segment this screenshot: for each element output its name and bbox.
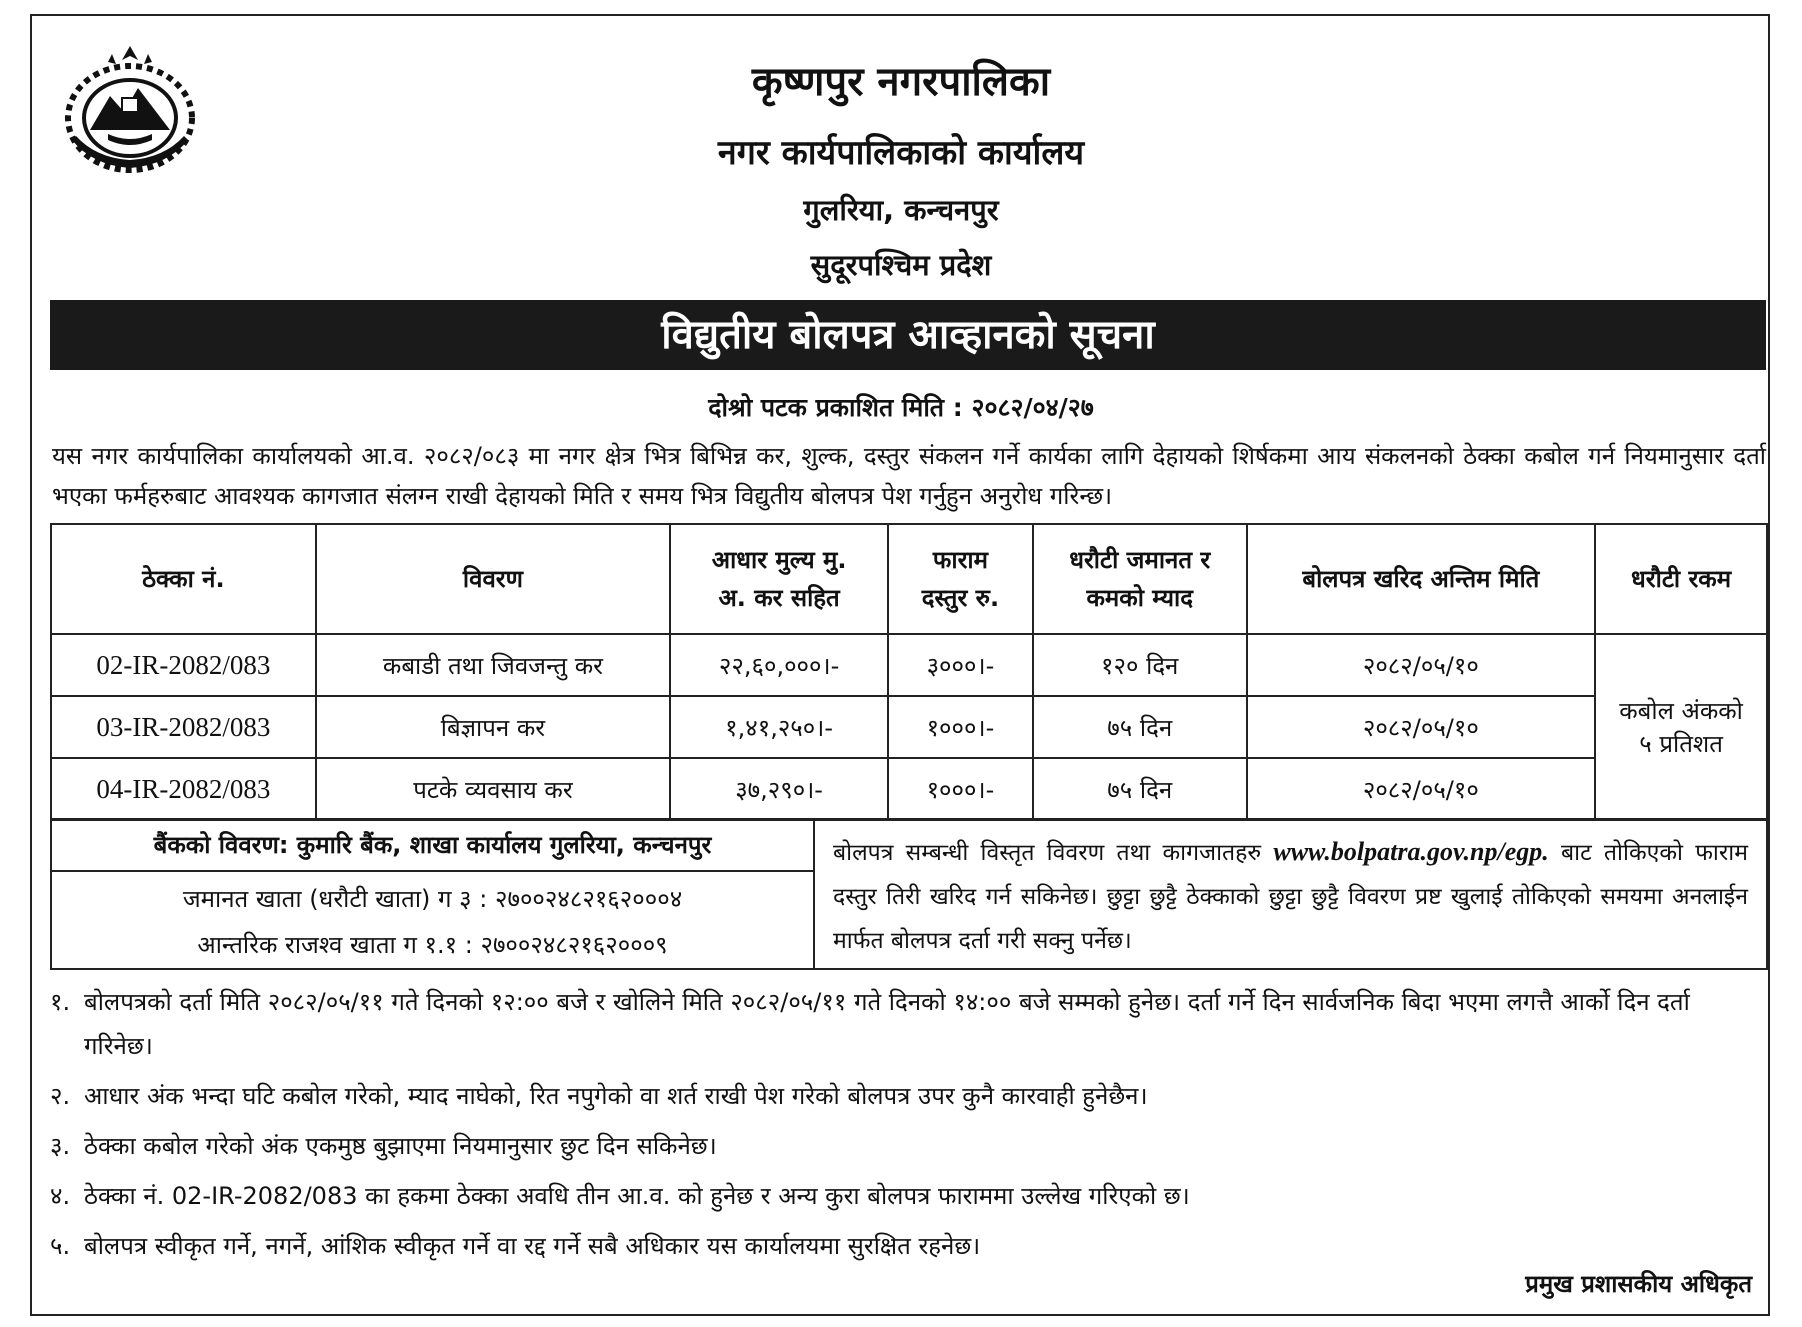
- form-fee-cell: १०००।-: [888, 696, 1033, 758]
- description-cell: कबाडी तथा जिवजन्तु कर: [316, 634, 670, 696]
- table-header-row: [51, 524, 1767, 634]
- header-validity: धरौटी जमानत र कमको म्याद: [1033, 524, 1247, 634]
- municipality-name: कृष्णपुर नगरपालिका: [751, 59, 1051, 105]
- form-fee-cell: ३०००।-: [888, 634, 1033, 696]
- header-deposit: धरौटी रकम: [1595, 524, 1767, 634]
- validity-cell: ७५ दिन: [1033, 696, 1247, 758]
- base-value-cell: २२,६०,०००।-: [670, 634, 888, 696]
- notes-list: [50, 980, 1766, 1274]
- info-text-start: बोलपत्र सम्बन्धी विस्तृत विवरण तथा कागजातहरु: [833, 840, 1274, 866]
- header-last-date: बोलपत्र खरिद अन्तिम मिति: [1247, 524, 1596, 634]
- office-name: नगर कार्यपालिकाको कार्यालय: [717, 133, 1085, 173]
- bank-title: बैंकको विवरण: कुमारि बैंक, शाखा कार्यालय गुलरिया, कन्चनपुर: [52, 820, 813, 872]
- egp-url: www.bolpatra.gov.np/egp.: [1273, 837, 1549, 866]
- bank-details-box: [50, 818, 815, 970]
- header-contract-no: ठेक्का नं.: [51, 524, 316, 634]
- last-date-cell: २०८२/०५/१०: [1247, 696, 1596, 758]
- bid-info-box: [815, 818, 1768, 970]
- last-date-cell: २०८२/०५/१०: [1247, 634, 1596, 696]
- publish-date: दोश्रो पटक प्रकाशित मिति : २०८२/०४/२७: [708, 393, 1094, 422]
- deposit-account: जमानत खाता (धरौटी खाता) ग ३ : २७००२४८२१६२०००४: [182, 885, 683, 913]
- info-text-end: बाट तोकिएको फाराम दस्तुर तिरी खरिद गर्न सकिनेछ। छुट्टा छुट्टै ठेक्काको छुट्टा छुट्टै विवरण प्रष्ट खुलाई तोकिएको समयमा अनलाईन मार्फत बोलपत्र दर्ता गरी सक्नु पर्नेछ।: [833, 840, 1748, 954]
- table-row: [51, 696, 1767, 758]
- header-description: विवरण: [316, 524, 670, 634]
- list-item: ३. ठेक्का कबोल गरेको अंक एकमुष्ठ बुझाएमा नियमानुसार छुट दिन सकिनेछ।: [50, 1132, 717, 1160]
- province-name: सुदूरपश्चिम प्रदेश: [810, 248, 992, 282]
- last-date-cell: २०८२/०५/१०: [1247, 758, 1596, 820]
- header-base-value: आधार मुल्य मु. अ. कर सहित: [670, 524, 888, 634]
- table-row: [51, 758, 1767, 820]
- description-cell: बिज्ञापन कर: [316, 696, 670, 758]
- header-form-fee: फाराम दस्तुर रु.: [888, 524, 1033, 634]
- base-value-cell: १,४१,२५०।-: [670, 696, 888, 758]
- revenue-account: आन्तरिक राजश्व खाता ग १.१ : २७००२४८२१६२०००९: [197, 931, 668, 959]
- list-item: २. आधार अंक भन्दा घटि कबोल गरेको, म्याद नाघेको, रित नपुगेको वा शर्त राखी पेश गरेको बोलपत्र उपर कुनै कारवाही हुनेछैन।: [50, 1082, 1148, 1110]
- intro-paragraph: यस नगर कार्यपालिका कार्यालयको आ.व. २०८२/०८३ मा नगर क्षेत्र भित्र बिभिन्न कर, शुल्क, दस्तुर संकलन गर्ने कार्यका लागि देहायको शिर्षकमा आय संकलनको ठेक्का कबोल गर्न नियमानुसार दर्ता भएका फर्महरुबाट आवश्यक कागजात संलग्न राखी देहायको मिति र समय भित्र विद्युतीय बोलपत्र पेश गर्नुहुन अनुरोध गरिन्छ।: [52, 442, 1766, 510]
- table-row: [51, 634, 1767, 696]
- contract-no-cell: 02-IR-2082/083: [51, 634, 316, 696]
- list-item: १. बोलपत्रको दर्ता मिति २०८२/०५/११ गते दिनको १२:०० बजे र खोलिने मिति २०८२/०५/११ गते दिनको १४:०० बजे सम्मको हुनेछ। दर्ता गर्ने दिन सार्वजनिक बिदा भएमा लगत्तै आर्को दिन दर्ता गरिनेछ।: [50, 988, 1690, 1060]
- list-item: ५. बोलपत्र स्वीकृत गर्ने, नगर्ने, आंशिक स्वीकृत गर्ने वा रद्द गर्ने सबै अधिकार यस कार्यालयमा सुरक्षित रहनेछ।: [50, 1232, 981, 1260]
- contract-no-cell: 04-IR-2082/083: [51, 758, 316, 820]
- list-item: ४. ठेक्का नं. 02-IR-2082/083 का हकमा ठेक्का अवधि तीन आ.व. को हुनेछ र अन्य कुरा बोलपत्र फाराममा उल्लेख गरिएको छ।: [50, 1182, 1190, 1210]
- notice-title-banner: विद्युतीय बोलपत्र आव्हानको सूचना: [50, 300, 1766, 370]
- office-location: गुलरिया, कन्चनपुर: [803, 193, 999, 227]
- validity-cell: ७५ दिन: [1033, 758, 1247, 820]
- validity-cell: १२० दिन: [1033, 634, 1247, 696]
- form-fee-cell: १०००।-: [888, 758, 1033, 820]
- signature-title: प्रमुख प्रशासकीय अधिकृत: [1525, 1270, 1752, 1298]
- tender-table: [50, 523, 1768, 821]
- description-cell: पटके व्यवसाय कर: [316, 758, 670, 820]
- base-value-cell: ३७,२९०।-: [670, 758, 888, 820]
- deposit-cell: कबोल अंकको ५ प्रतिशत: [1595, 634, 1767, 820]
- contract-no-cell: 03-IR-2082/083: [51, 696, 316, 758]
